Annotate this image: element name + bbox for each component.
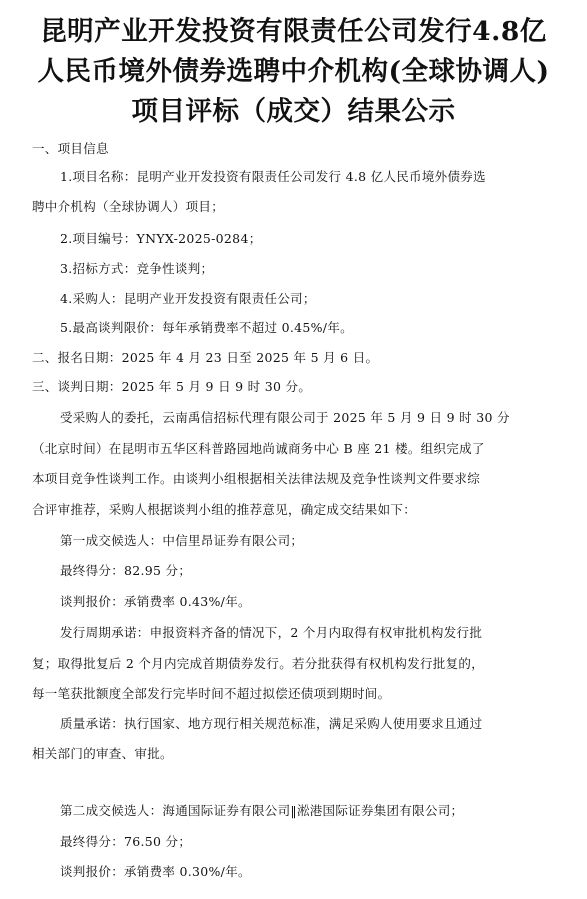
paragraph-line: 本项目竞争性谈判工作。由谈判小组根据相关法律法规及竞争性谈判文件要求综: [32, 471, 481, 486]
first-cycle-line: 复；取得批复后 2 个月内完成首期债券发行。若分批获得有权机构发行批复的，: [32, 656, 485, 671]
title-line-3: 项目评标（成交）结果公示: [131, 96, 456, 127]
first-quality-line: 相关部门的审查、审批。: [32, 746, 173, 761]
item-project-number: 2.项目编号：YNYX-2025-0284；: [60, 231, 262, 246]
first-score: 最终得分：82.95 分；: [60, 563, 192, 578]
title-line-1: 昆明产业开发投资有限责任公司发行4.8亿: [40, 16, 547, 47]
first-price: 谈判报价：承销费率 0.43%/年。: [60, 594, 251, 609]
item-project-name-cont: 聘中介机构（全球协调人）项目；: [32, 199, 225, 214]
first-candidate: 第一成交候选人：中信里昂证券有限公司；: [60, 533, 304, 548]
item-bidding-method: 3.招标方式：竞争性谈判；: [60, 261, 214, 276]
paragraph-line: 合评审推荐，采购人根据谈判小组的推荐意见，确定成交结果如下：: [32, 502, 417, 517]
paragraph-line: 受采购人的委托，云南禹信招标代理有限公司于 2025 年 5 月 9 日 9 时 30 分: [60, 410, 510, 425]
first-cycle-line: 每一笔获批额度全部发行完毕时间不超过拟偿还债项到期时间。: [32, 686, 391, 701]
second-score: 最终得分：76.50 分；: [60, 834, 192, 849]
item-price-limit: 5.最高谈判限价：每年承销费率不超过 0.45%/年。: [60, 320, 353, 335]
paragraph-line: （北京时间）在昆明市五华区科普路园地尚诚商务中心 B 座 21 楼。组织完成了: [32, 441, 485, 456]
title-line-2: 人民币境外债券选聘中介机构(全球协调人): [37, 56, 550, 87]
first-quality-line: 质量承诺：执行国家、地方现行相关规范标准，满足采购人使用要求且通过: [60, 716, 483, 731]
item-purchaser: 4.采购人：昆明产业开发投资有限责任公司；: [60, 291, 316, 306]
second-price: 谈判报价：承销费率 0.30%/年。: [60, 864, 251, 879]
section-heading-project-info: 一、项目信息: [32, 141, 109, 156]
item-project-name: 1.项目名称：昆明产业开发投资有限责任公司发行 4.8 亿人民币境外债券选: [60, 169, 486, 184]
section-heading-registration: 二、报名日期：2025 年 4 月 23 日至 2025 年 5 月 6 日。: [32, 350, 379, 365]
second-candidate: 第二成交候选人：海通国际证券有限公司‖淞港国际证券集团有限公司；: [60, 803, 464, 818]
first-cycle-line: 发行周期承诺：申报资料齐备的情况下，2 个月内取得有权审批机构发行批: [60, 625, 483, 640]
section-heading-negotiation: 三、谈判日期：2025 年 5 月 9 日 9 时 30 分。: [32, 379, 312, 394]
